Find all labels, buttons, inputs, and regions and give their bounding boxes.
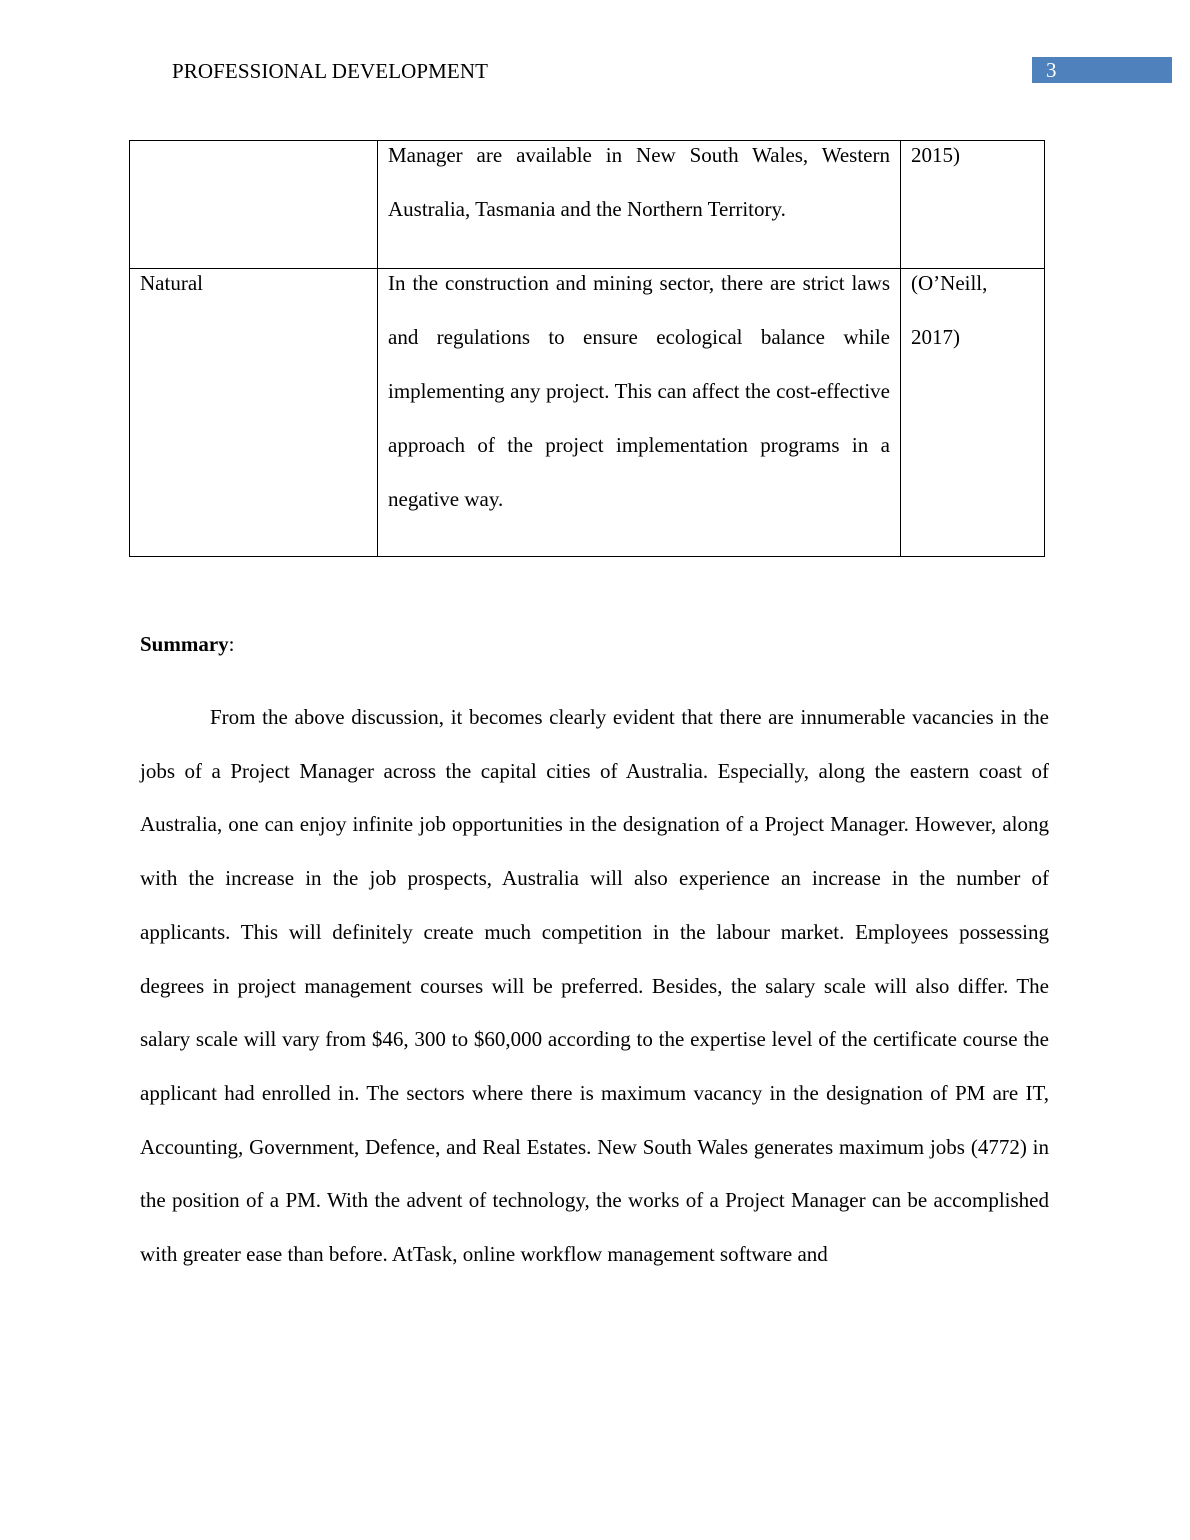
- factor-cell: [130, 141, 378, 269]
- source-cell: [901, 269, 1045, 557]
- summary-heading-colon: :: [228, 632, 235, 656]
- factors-table: [129, 140, 1045, 557]
- table-row: [130, 141, 1045, 269]
- description-text: Manager are available in New South Wales, Western Australia, Tasmania and the Northern Territory.: [388, 143, 890, 221]
- source-text: 2015): [911, 143, 960, 167]
- source-text: (O’Neill, 2017): [911, 271, 988, 349]
- summary-heading: [140, 630, 235, 658]
- summary-heading-label: Summary: [140, 632, 229, 656]
- page-number: 3: [1032, 57, 1172, 83]
- description-cell: [378, 141, 901, 269]
- table-row: [130, 269, 1045, 557]
- source-cell: [901, 141, 1045, 269]
- summary-paragraph: From the above discussion, it becomes clearly evident that there are innumerable vacancies in the jobs of a Project Manager across the capital cities of Australia. Especially, along the eastern coast of Australia, one can enjoy infinite job opportunities in the designation of a Project Manager. However, along with the increase in the job prospects, Australia will also experience an increase in the number of applicants. This will definitely create much competition in the labour market. Employees possessing degrees in project management courses will be preferred. Besides, the salary scale will also differ. The salary scale will vary from $46, 300 to $60,000 according to the expertise level of the certificate course the applicant had enrolled in. The sectors where there is maximum vacancy in the designation of PM are IT, Accounting, Government, Defence, and Real Estates. New South Wales generates maximum jobs (4772) in the position of a PM. With the advent of technology, the works of a Project Manager can be accomplished with greater ease than before. AtTask, online workflow management software and: [140, 705, 1049, 1267]
- description-text: In the construction and mining sector, there are strict laws and regulations to ensure ecological balance while implementing any project. This can affect the cost-effective approach of the project implementation programs in a negative way.: [388, 271, 890, 511]
- running-head: PROFESSIONAL DEVELOPMENT: [172, 59, 489, 83]
- description-cell: [378, 269, 901, 557]
- factor-text: Natural: [140, 271, 203, 295]
- factor-cell: [130, 269, 378, 557]
